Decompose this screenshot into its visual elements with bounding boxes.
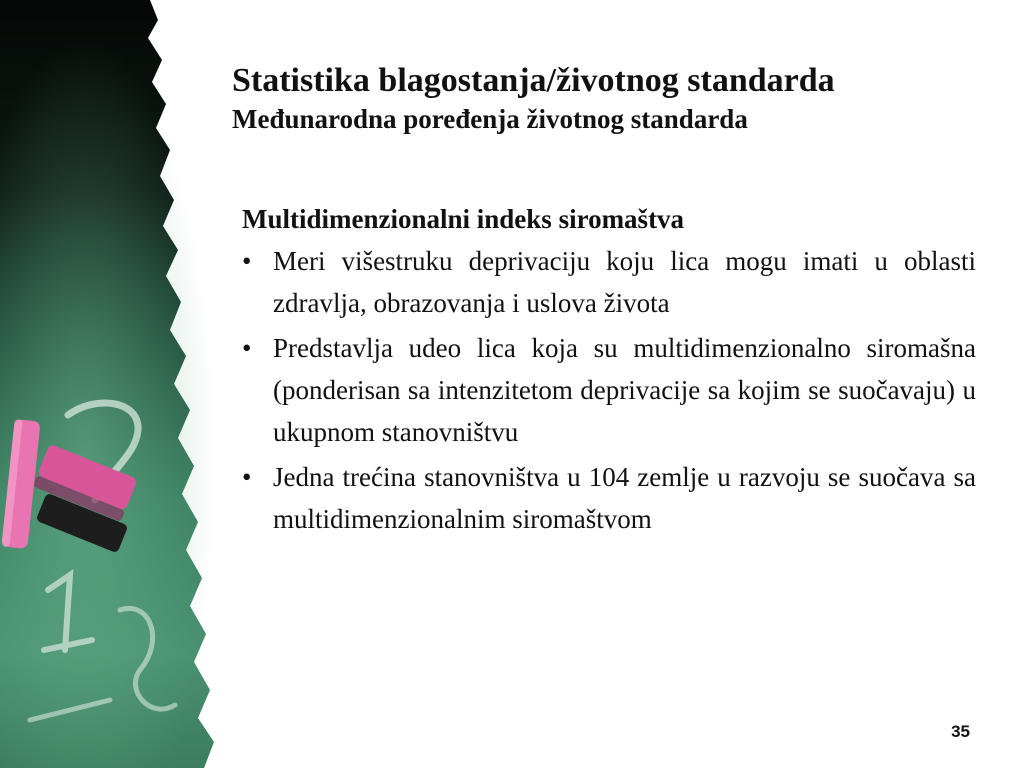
bullet-text: Jedna trećina stanovništva u 104 zemlje u razvoju se suočava sa multidimenzionalnim siromaštvom — [273, 462, 976, 534]
page-number: 35 — [951, 722, 970, 741]
bullet-icon: • — [242, 333, 252, 363]
bullet-item — [242, 456, 976, 540]
section-heading: Multidimenzionalni indeks siromaštva — [242, 204, 685, 234]
bullet-icon: • — [242, 462, 252, 492]
slide-subtitle: Međunarodna poređenja životnog standarda — [232, 104, 748, 134]
bullet-item — [242, 240, 976, 324]
bullet-icon: • — [242, 246, 252, 276]
bullet-text: Predstavlja udeo lica koja su multidimenzionalno siromašna (ponderisan sa intenzitetom deprivacije sa kojim se suočavaju) u ukupnom stanovništvu — [273, 333, 976, 447]
title-block — [232, 60, 992, 136]
slide-title: Statistika blagostanja/životnog standarda — [232, 62, 835, 99]
bullet-item — [242, 327, 976, 453]
chalkboard-decoration — [0, 0, 240, 768]
bullet-list — [242, 240, 976, 540]
slide-content — [242, 198, 976, 543]
bullet-text: Meri višestruku deprivaciju koju lica mogu imati u oblasti zdravlja, obrazovanja i uslova života — [273, 246, 976, 318]
